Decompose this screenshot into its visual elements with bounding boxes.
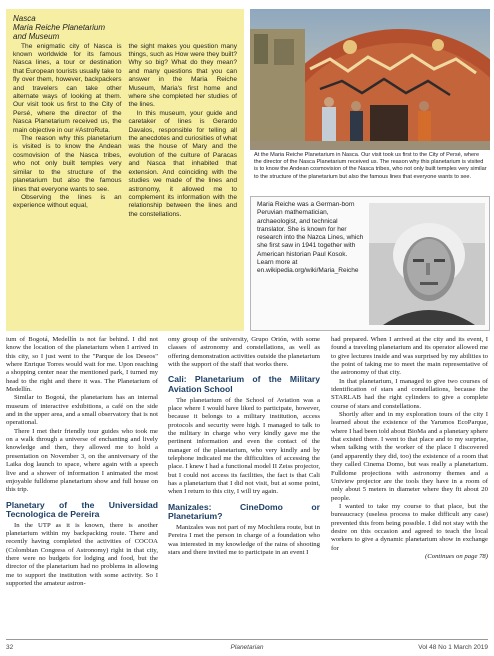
article-paragraph: ium of Bogotá, Medellín is not far behind. I did not know the location of the planetarium when I arrived in this city, so I just went to the "Parque de los Deseos" where Enrique Torres would wait for me. Upon reaching a shopping center near the mentioned park, I turned my head to the right and there it was. The Planetarium of Medellín. [6,336,158,394]
bio-text: Maria Reiche was a German-born Peruvian mathematician, archaeologist, and technical translator. She is known for her research into the Nazca Lines, which she first saw in 1941 together with American historian Paul Kosok. Learn more at en.wikipedia.org/wiki/Maria_Reiche [257,201,364,275]
sidebar-paragraph: In this museum, your guide and caretaker of lines is Gerardo Davalos, responsible for telling all the anecdotes and curiosities of what was the house of Mary and the evolution of the culture of Paracas and Nasca that inhabited that extension. And coinciding with the studies we made of the lines and astronomy, it allowed me to complement its information with the relationship between the lines and the constellations. [128,109,237,218]
page-number: 32 [6,644,14,651]
sidebar-box [6,9,244,331]
article-paragraph: There I met their friendly tour guides who took me on a walk through a universe of enchanting and lively knowledge and then, they allowed me to hold a presentation on November 3, on the anniversary of the Laika dog launch to space, where again with a speech live and a shower of information I animated the most enjoyable fulldome planetarium show and full house on this trip. [6,427,158,494]
article-column-3 [331,336,488,620]
sidebar-paragraph: The enigmatic city of Nasca is known worldwide for its famous Nasca lines, a tour or destination that European tourists usually take to fly over them, however, backpackers and travelers can take other alternate ways of looking at them. Our visit took us first to the City of Persé, where the director of the Nasca Planetarium received us, the main objective in our #AstroRuta. [13,42,122,134]
section-heading: Planetary of the Universidad Tecnologica de Pereira [6,499,158,520]
sidebar-paragraph: Observing the lines is an experience without equal, [13,193,122,210]
section-heading: Manizales: CineDomo or Planetarium? [168,501,320,522]
article-paragraph: Manizales was not part of my Mochilera route, but in Pereira I met the person in charge of a foundation who was interested in my knowledge of the rains of shooting stars and there invited me to participate in an event I [168,523,320,556]
article-paragraph: had prepared. When I arrived at the city and its event, I found a traveling planetarium and its operator allowed me to give lectures inside and was surprised by my abilities to the point of taking me to meet the main representative of the astronomy of that city. [331,336,488,377]
sidebar-paragraph: The reason why this planetarium is visited is to know the Andean cosmovision of the Nasca tribes, who not only built temples very similar to the structure of the planetarium but also the famous lines that everyone wants to see. [13,135,122,193]
continued-note: (Continues on page 78) [425,552,488,560]
section-heading: Cali: Planetarium of the Military Aviation School [168,374,320,394]
article-paragraph: In the UTP as it is known, there is another planetarium within my backpacking route. There and recently having completed the activities of COCOA (Colombian Congress of Astronomy) right in that city, there were no budgets for lodging and food, but the director of the planetarium had no problems in allowing me to support the institution with some activity. So I supported the amateur astron- [6,521,158,588]
page-footer [6,639,488,654]
sidebar-paragraph: the sight makes you question many things, such as How were they built? Why so big? What do they mean? and many questions that you can answer in the Maria Reiche Museum, Maria's first home and where she completed her studies of the lines. [128,42,237,109]
planetarium-photo-image [250,9,490,150]
sidebar-column-left [13,43,122,220]
sidebar-column-right [129,43,238,220]
article-paragraph: omy group of the university, Grupo Orión, with some classes of astronomy and constellations, as well as offering demonstration activities outside the planetarium with the support of the staff that works there. [168,336,320,369]
magazine-name: Planetarian [230,644,264,651]
bio-box [250,196,490,331]
article-column-1 [6,336,158,620]
sidebar-title [13,14,237,42]
portrait-image [369,203,485,325]
article-paragraph: I wanted to take my course to that place, but the bureaucracy (useless process to make difficult any case) prevented this from being possible. I did not stay with the desire on this occasion and agreed to teach the local workers to give a dynamic planetarium show in exchange for [331,502,488,552]
article-paragraph: Shortly after and in my exploration tours of the city I learned about the existence of the Yarumos EcoParque, where I had been told about BioMa and a planetary sphere that existed there. I went to that place and to my surprise, when talking with the worker of the place I discovered (and apparently they did, too) the existence of a room that they called Cinema Domo, but was really a planetarium. Fulldome projections with astronomy themes and a Uniview projector are the tools they have in a room of only about 5 meters in diameter where they fit about 20 people. [331,411,488,502]
issue-volume: Vol 48 No 1 March 2019 [418,644,488,651]
planetarium-photo [250,9,490,150]
maria-reiche-portrait [369,203,485,325]
article-paragraph: The planetarium of the School of Aviation was a place where I would have liked to participate, however, because it belongs to a military institution, access protocols and security were high. I managed to talk to the military in charge who very kindly gave me the pertinent information and even the contact of the manager of the planetarium, who very kindly and by telephone indicated me the difficulties of accessing the place. I knew I had a functional model II Zeiss projector, but I could not access its facilities, the fact is that Cali has a planetarium that I did not visit, but at some point, when I return to this city, I will try again. [168,396,320,496]
photo-caption: At the Maria Reiche Planetarium in Nasca. Our visit took us first to the City of Persé, where the director of the Nasca Planetarium received us. The reason why this planetarium is visited is to know the Andean cosmovision of the Nasca tribes, who not only built temples very similar to the structure of the planetarium but also the famous lines that everyone wants to see. [254,152,487,180]
article-paragraph: In that planetarium, I managed to give two courses of identification of stars and constellations, because the STARLAB had the right cylinders to give a complete course of stars and constellations. [331,377,488,410]
sidebar-title-line: Maria Reiche Planetarium [13,23,106,33]
article-paragraph: Similar to Bogotá, the planetarium has an internal museum of interactive exhibitions, a café on the side and in the upper area, and a small observatory that is not operational. [6,394,158,427]
sidebar-title-line: Nasca [13,14,36,23]
article-column-2 [168,336,320,620]
sidebar-title-line: and Museum [13,32,60,42]
